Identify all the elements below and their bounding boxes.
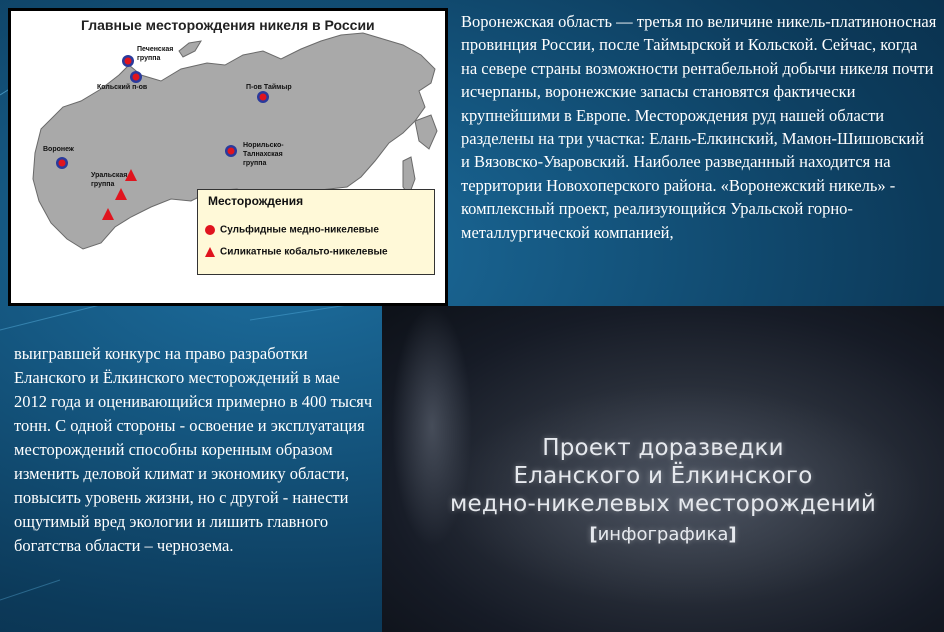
pechenga-marker: [122, 55, 134, 67]
label-taimyr: П-ов Таймыр: [246, 84, 292, 91]
video-subtitle: [инфографика]: [589, 524, 737, 545]
map-image: [11, 11, 445, 303]
video-title-line-2: Еланского и Ёлкинского: [513, 463, 813, 489]
video-frame[interactable]: [382, 306, 944, 632]
label-ural: Уральская группа: [91, 172, 128, 188]
video-title: [382, 434, 944, 518]
video-title-line-1: Проект доразведки: [542, 435, 784, 461]
novaya-zemlya: [179, 41, 201, 57]
red-circle-icon: [204, 224, 216, 236]
legend-label-sulfide: Сульфидные медно-никелевые: [220, 224, 379, 236]
norilsk-marker: [225, 145, 237, 157]
map-title: Главные месторождения никеля в России: [81, 17, 375, 33]
label-voronezh: Воронеж: [43, 146, 74, 153]
nickel-deposits-map: [8, 8, 448, 306]
map-legend: [197, 189, 435, 275]
label-norilsk: Норильско- Талнахская группа: [243, 142, 284, 167]
intro-paragraph: Воронежская область — третья по величине никель-платиноносная провинция России, после Таймырской и Кольской. Сейчас, когда на севере страны возможности рентабельной добычи никеля почти исчерпаны, воронежские запасы становятся фактически крупнейшими в Европе. Месторождения руд нашей области разделены на три участка: Елань-Елкинский, Мамон-Шишовский и Вязовско-Уваровский. Наиболее разведанный находится на территории Новохоперского района. «Воронежский никель» - комплексный проект, реализующийся Уральской горно-металлургической компанией,: [461, 12, 937, 242]
video-title-line-3: медно-никелевых месторождений: [449, 491, 877, 517]
video-subtitle-text: инфографика: [597, 524, 729, 545]
kola-marker: [130, 71, 142, 83]
taimyr-marker: [257, 91, 269, 103]
label-kola: Кольский п-ов: [97, 84, 148, 91]
legend-title: Месторождения: [208, 194, 304, 208]
legend-item-silicate: [204, 246, 388, 258]
kamchatka: [415, 115, 437, 149]
label-pechenga: Печенская группа: [137, 46, 174, 62]
voronezh-marker: [56, 157, 68, 169]
legend-item-sulfide: [204, 224, 379, 236]
continuation-paragraph: выигравшей конкурс на право разработки Еланского и Ёлкинского месторождений в мае 2012 года и оценивающийся примерно в 400 тысяч тонн. С одной стороны - освоение и эксплуатация месторождений способны коренным образом изменить деловой климат и экономику области, повысить уровень жизни, но с другой - нанести ощутимый вред экологии и лишить главного богатства области – чернозема.: [14, 344, 373, 555]
red-triangle-icon: [204, 246, 216, 258]
legend-label-silicate: Силикатные кобальто-никелевые: [220, 246, 388, 258]
